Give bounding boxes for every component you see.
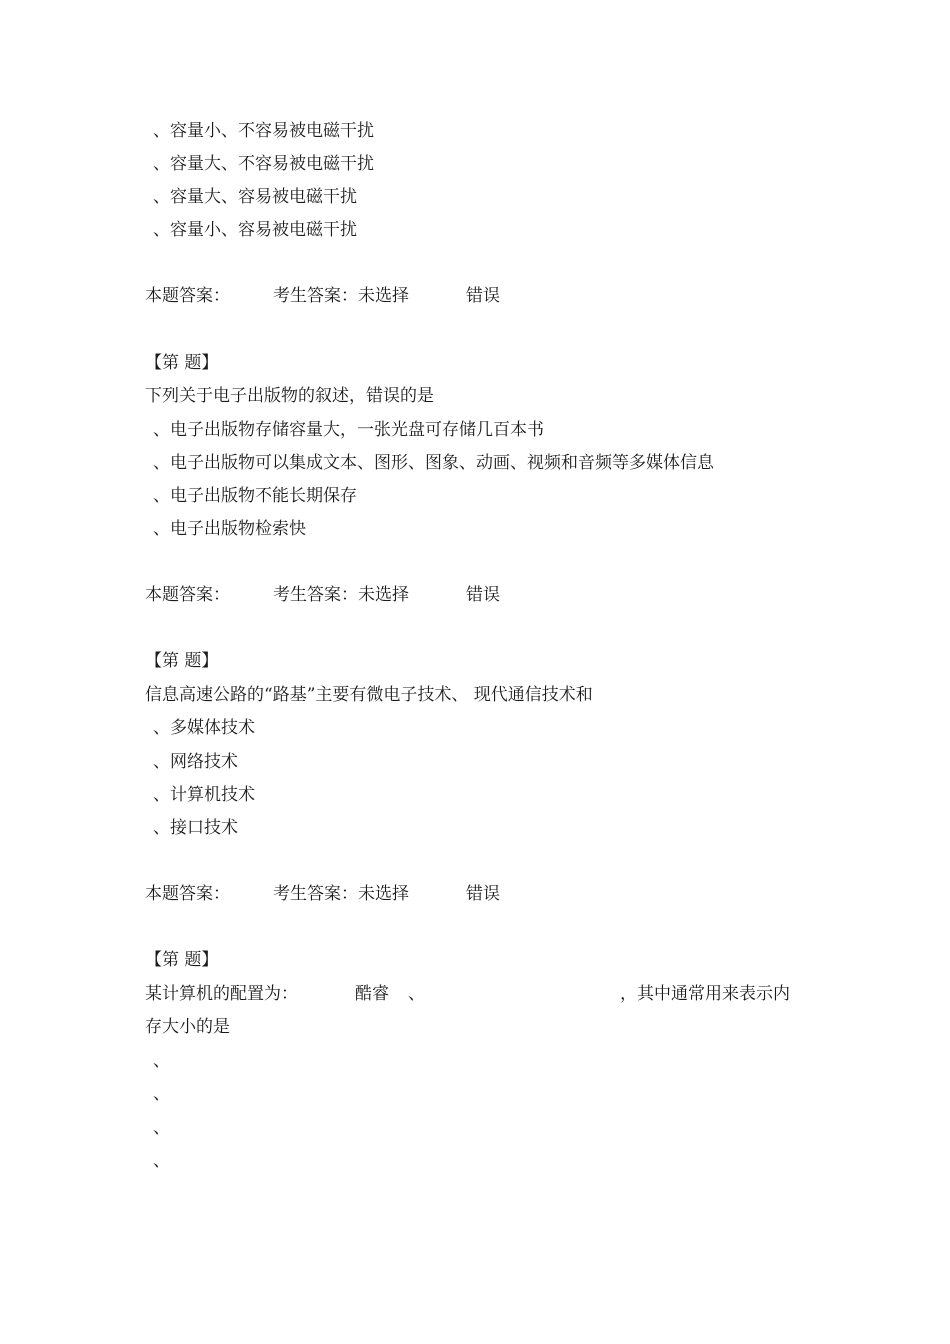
option-b: 、容量大、不容易被电磁干扰 (153, 154, 374, 174)
student-answer: 考生答案：未选择 (273, 884, 409, 904)
question-stem-part-4: ，其中通常用来表示内 (620, 984, 790, 1004)
question-stem: 信息高速公路的“路基”主要有微电子技术、 现代通信技术和 (145, 685, 593, 705)
option-d: 、电子出版物检索快 (153, 519, 306, 539)
question-stem-part-1: 某计算机的配置为： (145, 984, 298, 1004)
option-c: 、计算机技术 (153, 785, 255, 805)
correct-answer-label: 本题答案： (145, 884, 230, 904)
option-c: 、 (153, 1118, 170, 1138)
answer-row (145, 584, 500, 606)
option-a: 、电子出版物存储容量大，一张光盘可存储几百本书 (153, 420, 544, 440)
option-a: 、容量小、不容易被电磁干扰 (153, 121, 374, 141)
question-stem-line-2: 存大小的是 (145, 1017, 230, 1037)
correct-answer-label: 本题答案： (145, 286, 230, 306)
option-c: 、电子出版物不能长期保存 (153, 486, 357, 506)
result-status: 错误 (466, 585, 500, 605)
option-c: 、容量大、容易被电磁干扰 (153, 187, 357, 207)
result-status: 错误 (466, 884, 500, 904)
answer-row (145, 883, 500, 905)
question-stem-part-3: 、 (408, 984, 425, 1004)
question-header: 【第 题】 (145, 950, 219, 970)
student-answer: 考生答案：未选择 (273, 286, 409, 306)
question-header: 【第 题】 (145, 353, 219, 373)
question-header: 【第 题】 (145, 651, 219, 671)
option-d: 、 (153, 1151, 170, 1171)
question-stem: 下列关于电子出版物的叙述，错误的是 (145, 386, 434, 406)
option-d: 、接口技术 (153, 818, 238, 838)
student-answer: 考生答案：未选择 (273, 585, 409, 605)
answer-row (145, 285, 500, 307)
option-d: 、容量小、容易被电磁干扰 (153, 220, 357, 240)
option-b: 、网络技术 (153, 752, 238, 772)
result-status: 错误 (466, 286, 500, 306)
option-a: 、多媒体技术 (153, 718, 255, 738)
correct-answer-label: 本题答案： (145, 585, 230, 605)
question-stem-part-2: 酷睿 (355, 984, 389, 1004)
option-b: 、电子出版物可以集成文本、图形、图象、动画、视频和音频等多媒体信息 (153, 453, 714, 473)
option-a: 、 (153, 1051, 170, 1071)
option-b: 、 (153, 1084, 170, 1104)
